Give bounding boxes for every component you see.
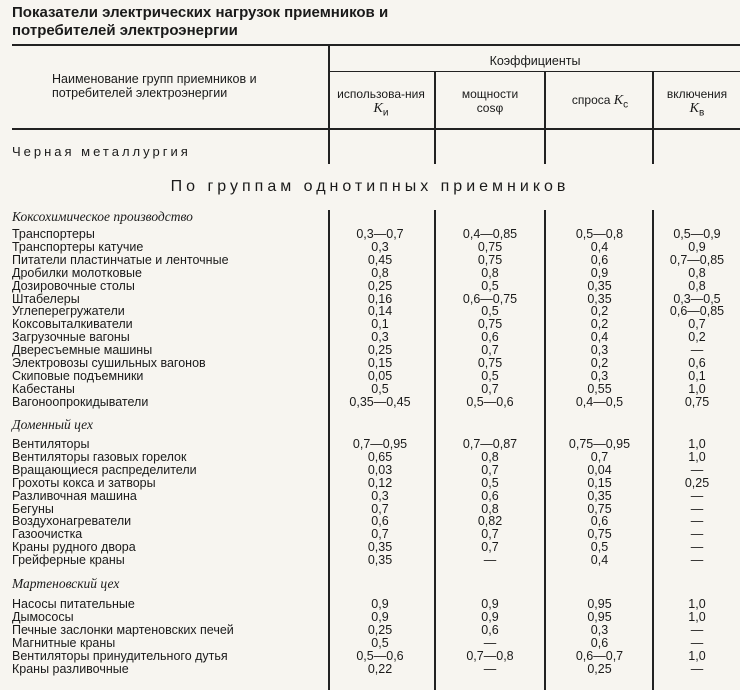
- table-row: [0, 241, 740, 254]
- coefficient-value: 0,35—0,45: [349, 394, 411, 409]
- table-row: [0, 624, 740, 637]
- section-title: Доменный цех: [12, 417, 93, 432]
- coefficient-value: 1,0: [688, 648, 706, 663]
- section-title: Коксохимическое производство: [12, 209, 193, 224]
- coefficient-value: 1,0: [688, 381, 706, 396]
- coefficient-value: 0,8: [371, 265, 389, 280]
- coefficient-value: 0,8: [481, 501, 499, 516]
- coefficient-value: 0,25: [367, 343, 393, 358]
- coefficient-value: 0,5—0,9: [673, 227, 721, 241]
- coefficient-value: 0,5: [371, 635, 389, 650]
- receiver-name: Транспортеры: [12, 227, 95, 241]
- coefficient-value: 0,15: [367, 356, 393, 370]
- coefficient-value: 0,2: [590, 304, 609, 319]
- coefficient-value: 0,04: [587, 462, 612, 477]
- coefficient-value: 0,3: [371, 488, 389, 503]
- table-row: [0, 611, 740, 624]
- coefficient-value: 0,4: [590, 330, 609, 345]
- coefficient-value: 1,0: [688, 437, 706, 451]
- coefficient-value: 0,35: [587, 488, 612, 503]
- receiver-name: Бегуны: [12, 501, 54, 516]
- col-header-symbol: K: [613, 93, 624, 108]
- coefficient-value: 0,6: [371, 514, 389, 529]
- receiver-name: Насосы питательные: [12, 597, 135, 611]
- receiver-name: Коксовыталкиватели: [12, 317, 133, 332]
- coefficient-value: 0,6: [481, 488, 499, 503]
- coefficient-value: 0,6—0,85: [669, 304, 725, 319]
- coefficient-value: —: [483, 661, 497, 676]
- coefficient-value: —: [483, 635, 497, 650]
- coefficient-value: 0,3: [371, 330, 389, 345]
- coefficient-value: 0,25: [684, 475, 710, 490]
- coefficient-value: 0,4—0,5: [575, 394, 624, 409]
- col-header-sub: в: [699, 107, 705, 119]
- coefficient-value: 0,3—0,5: [673, 291, 721, 306]
- table-row: [0, 598, 740, 611]
- coefficient-value: 0,12: [367, 475, 393, 490]
- coefficient-value: 0,25: [367, 278, 393, 293]
- coefficient-value: 0,1: [688, 368, 706, 383]
- table-row: [0, 280, 740, 293]
- coefficient-value: 0,5—0,8: [575, 227, 624, 241]
- coefficient-value: 0,9: [481, 609, 499, 624]
- col-header-usage: [335, 87, 427, 120]
- receiver-name: Двересъемные машины: [12, 343, 153, 358]
- table-row: [0, 267, 740, 280]
- receiver-name: Краны разливочные: [12, 661, 129, 676]
- coefficient-value: 0,6—0,75: [462, 291, 518, 306]
- coefficient-value: 0,2: [688, 330, 706, 345]
- table-row: [0, 370, 740, 383]
- coefficient-value: 0,82: [477, 514, 503, 529]
- coefficient-value: 0,9: [688, 239, 706, 254]
- col-header-label: мощности: [461, 87, 519, 101]
- coefficient-value: 0,45: [367, 252, 393, 267]
- receiver-name: Скиповые подъемники: [12, 368, 144, 383]
- coefficient-value: 0,8: [481, 265, 499, 280]
- coefficient-value: 0,6—0,7: [575, 648, 624, 663]
- coefficient-value: 0,14: [367, 304, 393, 319]
- receiver-name: Вентиляторы принудительного дутья: [12, 648, 228, 663]
- table-row: [0, 515, 740, 528]
- coefficient-value: 0,5: [371, 381, 389, 396]
- coefficient-value: 0,9: [371, 609, 389, 624]
- coefficient-value: 0,6: [481, 622, 499, 637]
- coefficient-value: 0,7: [481, 381, 499, 396]
- coefficient-value: 0,65: [367, 449, 393, 464]
- col-header-label: спроса: [571, 93, 611, 107]
- coefficient-value: 0,4: [590, 553, 609, 568]
- coefficient-value: —: [690, 488, 704, 503]
- col-header-label: включения: [666, 87, 728, 101]
- col-header-sub: и: [382, 107, 389, 119]
- coefficient-value: 0,7: [481, 527, 499, 542]
- header-bottom-rule: [12, 128, 740, 130]
- coefficient-value: 0,8: [481, 449, 499, 464]
- coefficient-value: —: [690, 527, 704, 542]
- coefficient-value: 0,5—0,6: [466, 394, 514, 409]
- receiver-name: Газоочистка: [12, 527, 83, 542]
- coefficient-value: 0,35: [367, 553, 393, 568]
- coefficient-value: 0,5: [481, 278, 499, 293]
- coefficient-value: —: [690, 462, 704, 477]
- table-row: [0, 650, 740, 663]
- coefficient-value: 1,0: [688, 609, 706, 624]
- coefficient-value: 0,75: [684, 394, 710, 409]
- coefficient-value: —: [690, 635, 704, 650]
- receiver-name: Штабелеры: [12, 291, 80, 306]
- coefficient-value: 0,75: [587, 501, 612, 516]
- table-row: [0, 554, 740, 567]
- column-divider: [544, 72, 546, 164]
- coefficient-value: 0,5: [481, 475, 499, 490]
- receiver-name: Вентиляторы: [12, 437, 90, 451]
- coefficient-value: 0,75: [477, 252, 503, 267]
- coefficient-value: 0,3: [590, 368, 609, 383]
- receiver-name: Магнитные краны: [12, 635, 116, 650]
- receiver-name: Краны рудного двора: [12, 540, 136, 555]
- coefficient-value: 0,35: [587, 291, 612, 306]
- coefficient-value: 0,55: [587, 381, 612, 396]
- group-heading: По группам однотипных приемников: [170, 178, 570, 195]
- col-header-power: [440, 87, 540, 115]
- coefficient-value: —: [483, 553, 497, 568]
- coefficient-value: 0,5—0,6: [356, 648, 404, 663]
- column-divider: [328, 46, 330, 164]
- coefficient-value: 0,5: [590, 540, 609, 555]
- coefficient-value: 0,2: [590, 317, 609, 332]
- coefficient-value: 0,6: [481, 330, 499, 345]
- coefficient-value: 0,9: [371, 597, 389, 611]
- coefficient-value: 0,7—0,87: [462, 437, 518, 451]
- coefficient-value: 0,75: [587, 527, 612, 542]
- coefficient-value: 0,9: [481, 597, 499, 611]
- coefficient-value: —: [690, 661, 704, 676]
- coefficient-value: 0,7: [481, 462, 499, 477]
- receiver-name: Вентиляторы газовых горелок: [12, 449, 187, 464]
- receiver-name: Углеперегружатели: [12, 304, 125, 319]
- coefficient-value: 0,3: [590, 343, 609, 358]
- industry-heading: Черная металлургия: [12, 144, 191, 159]
- coefficient-value: 0,7: [481, 540, 499, 555]
- coefficient-value: 0,7: [688, 317, 706, 332]
- coefficient-value: 0,75: [477, 239, 503, 254]
- receiver-name: Дозировочные столы: [12, 278, 135, 293]
- coefficient-value: 0,2: [590, 356, 609, 370]
- coefficient-value: 0,22: [367, 661, 393, 676]
- table-row: [0, 451, 740, 464]
- coefficient-value: 0,7: [371, 527, 389, 542]
- coefficient-value: 0,15: [587, 475, 612, 490]
- group-underline: [330, 71, 740, 72]
- coefficient-value: —: [690, 553, 704, 568]
- coefficient-value: —: [690, 540, 704, 555]
- coefficient-value: 0,5: [481, 368, 499, 383]
- document-title: Показатели электрических нагрузок приемников и потребителей электроэнергии: [12, 4, 389, 39]
- coefficient-value: 0,95: [587, 609, 612, 624]
- coefficient-value: —: [690, 622, 704, 637]
- coefficient-value: 0,3: [590, 622, 609, 637]
- coefficient-value: 0,6: [688, 356, 706, 370]
- coefficient-value: 0,25: [367, 622, 393, 637]
- receiver-name: Печные заслонки мартеновских печей: [12, 622, 234, 637]
- coefficient-value: 0,6: [590, 514, 609, 529]
- coefficient-value: 0,6: [590, 635, 609, 650]
- coefficient-value: 0,1: [371, 317, 389, 332]
- receiver-name: Питатели пластинчатые и ленточные: [12, 252, 229, 267]
- coefficient-value: —: [690, 514, 704, 529]
- receiver-name: Электровозы сушильных вагонов: [12, 356, 206, 370]
- coefficient-value: 0,8: [688, 278, 706, 293]
- receiver-name: Транспортеры катучие: [12, 239, 144, 254]
- receiver-name: Грохоты кокса и затворы: [12, 475, 156, 490]
- table-row: [0, 383, 740, 396]
- receiver-name: Вагоноопрокидыватели: [12, 394, 149, 409]
- table-row: [0, 490, 740, 503]
- coefficient-value: 0,4—0,85: [462, 227, 518, 241]
- table-row: [0, 396, 740, 409]
- coefficient-value: 0,05: [367, 368, 393, 383]
- receiver-name: Грейферные краны: [12, 553, 125, 568]
- coefficient-value: 0,25: [587, 661, 612, 676]
- col-header-symbol: K: [689, 101, 700, 116]
- coefficient-value: 0,03: [367, 462, 393, 477]
- coefficient-value: 0,7—0,8: [466, 648, 514, 663]
- receiver-name: Дымососы: [12, 609, 74, 624]
- table-row: [0, 477, 740, 490]
- section-title: Мартеновский цех: [12, 576, 120, 591]
- coefficient-value: 0,6: [590, 252, 609, 267]
- coefficient-value: 0,35: [587, 278, 612, 293]
- table-row: [0, 254, 740, 267]
- header-top-rule: [12, 44, 740, 46]
- table-row: [0, 637, 740, 650]
- col-header-symbol: cosφ: [476, 101, 504, 115]
- coefficient-value: 1,0: [688, 597, 706, 611]
- column-divider: [652, 72, 654, 164]
- coefficient-value: 1,0: [688, 449, 706, 464]
- coefficient-value: 0,7: [590, 449, 609, 464]
- coefficient-value: 0,16: [367, 291, 393, 306]
- coefficient-value: 0,7: [481, 343, 499, 358]
- table-row: [0, 464, 740, 477]
- coefficient-value: 0,75—0,95: [568, 437, 631, 451]
- col-header-symbol: K: [373, 101, 383, 116]
- name-column-header: Наименование групп приемников и потребителей электроэнергии: [52, 72, 257, 100]
- coefficient-value: 0,95: [587, 597, 612, 611]
- receiver-name: Загрузочные вагоны: [12, 330, 130, 345]
- column-divider: [434, 72, 436, 164]
- coefficients-header: Коэффициенты: [489, 54, 581, 68]
- coefficient-value: 0,75: [477, 356, 503, 370]
- coefficient-value: 0,3: [371, 239, 389, 254]
- table-row: [0, 663, 740, 676]
- coefficient-value: 0,8: [688, 265, 706, 280]
- col-header-switching: [656, 87, 738, 120]
- coefficient-value: 0,35: [367, 540, 393, 555]
- coefficient-value: 0,4: [590, 239, 609, 254]
- col-header-sub: c: [623, 99, 629, 111]
- col-header-demand: [550, 93, 650, 112]
- coefficient-value: 0,5: [481, 304, 499, 319]
- coefficient-value: 0,7—0,85: [669, 252, 725, 267]
- coefficient-value: 0,3—0,7: [356, 227, 404, 241]
- coefficient-value: 0,7: [371, 501, 389, 516]
- coefficient-value: 0,9: [590, 265, 609, 280]
- receiver-name: Кабестаны: [12, 381, 75, 396]
- receiver-name: Разливочная машина: [12, 488, 137, 503]
- coefficient-value: —: [690, 501, 704, 516]
- coefficient-value: 0,75: [477, 317, 503, 332]
- receiver-name: Вращающиеся распределители: [12, 462, 197, 477]
- receiver-name: Дробилки молотковые: [12, 265, 142, 280]
- receiver-name: Воздухонагреватели: [12, 514, 132, 529]
- coefficient-value: 0,7—0,95: [352, 437, 408, 451]
- coefficient-value: —: [690, 343, 704, 358]
- col-header-label: использова-ния: [337, 87, 425, 101]
